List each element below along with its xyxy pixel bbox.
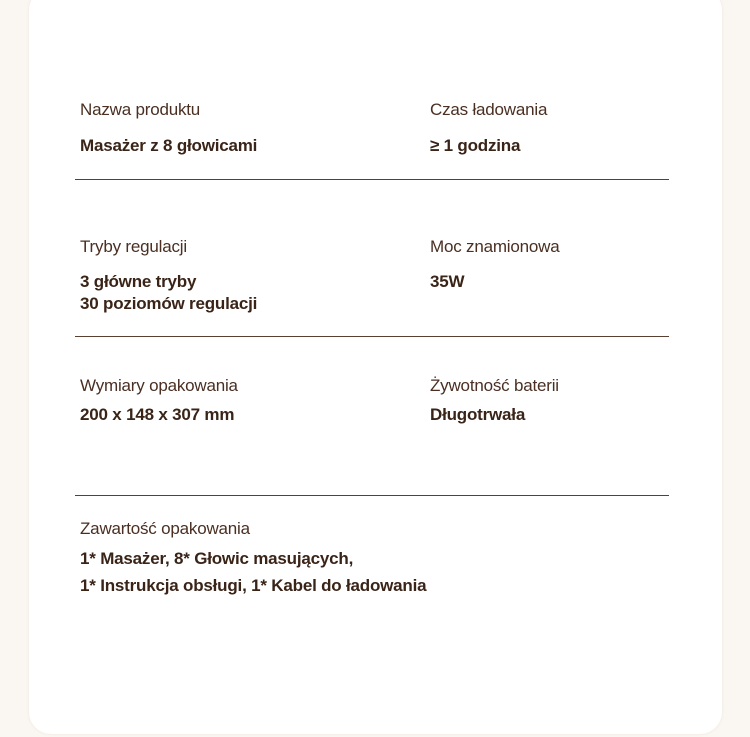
spec-label: Moc znamionowa: [430, 237, 560, 256]
spec-label: Wymiary opakowania: [80, 376, 238, 395]
row-divider: [75, 336, 669, 337]
spec-label: Tryby regulacji: [80, 237, 187, 256]
spec-value: Masażer z 8 głowicami: [80, 136, 258, 155]
spec-label: Czas ładowania: [430, 100, 548, 119]
spec-modes: [80, 237, 257, 315]
spec-package-dims: [80, 376, 238, 426]
spec-value: 35W: [430, 272, 465, 291]
spec-label: Nazwa produktu: [80, 100, 201, 119]
spec-charge-time: [430, 100, 547, 157]
spec-value-line1: 3 główne tryby: [80, 272, 197, 291]
spec-value-line2: 1* Instrukcja obsługi, 1* Kabel do ładowania: [80, 576, 427, 595]
row-divider: [75, 495, 669, 496]
spec-power: [430, 237, 559, 293]
spec-label: Zawartość opakowania: [80, 519, 250, 538]
spec-value: 200 x 148 x 307 mm: [80, 405, 235, 424]
spec-battery: [430, 376, 559, 426]
spec-value-line1: 1* Masażer, 8* Głowic masujących,: [80, 549, 354, 568]
spec-value-line2: 30 poziomów regulacji: [80, 294, 258, 313]
spec-product-name: [80, 100, 257, 157]
row-divider: [75, 179, 669, 180]
spec-label: Żywotność baterii: [430, 376, 559, 395]
spec-value: ≥ 1 godzina: [430, 136, 521, 155]
spec-value: Długotrwała: [430, 405, 526, 424]
spec-contents: [80, 519, 426, 597]
